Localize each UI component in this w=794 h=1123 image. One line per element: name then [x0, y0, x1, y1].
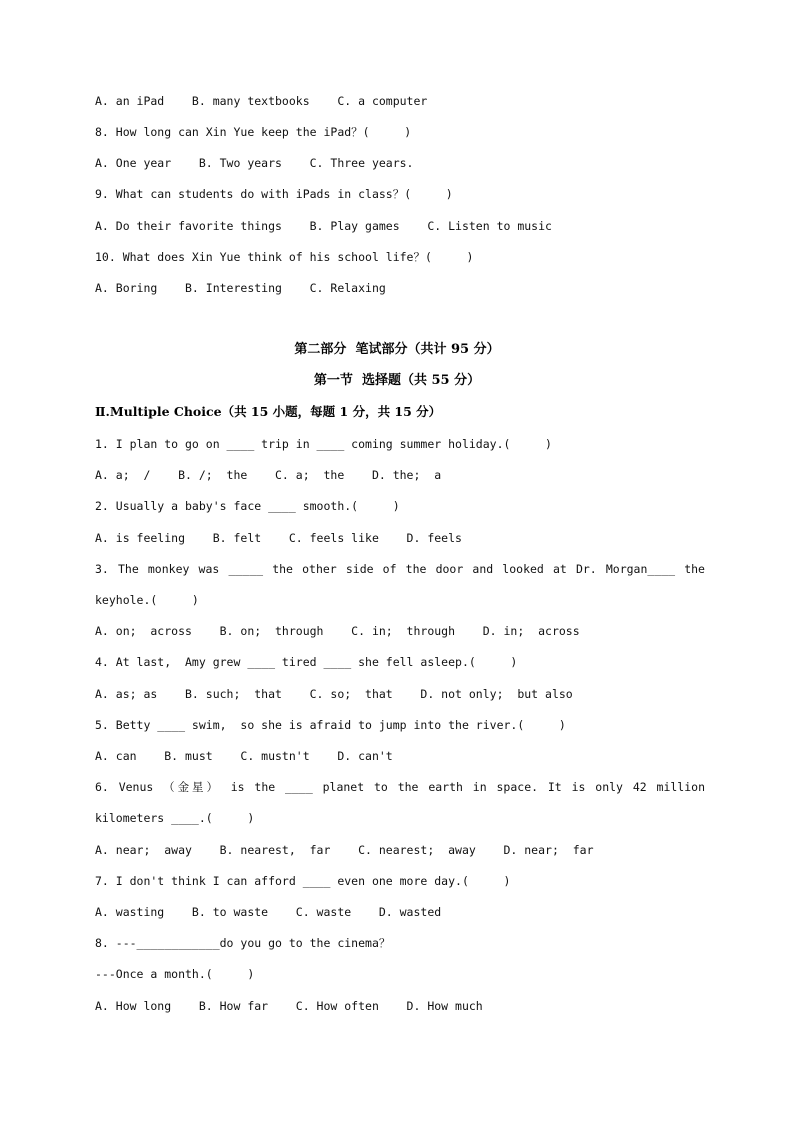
- question-4-options: A. as; as B. such; that C. so; that D. not only; but also: [95, 687, 573, 701]
- question-6-line1: 6. Venus （金星） is the ____ planet to the earth in space. It is only 42 million: [95, 780, 705, 794]
- listening-q8-options: A. One year B. Two years C. Three years.: [95, 156, 414, 170]
- question-7: 7. I don't think I can afford ____ even one more day.( ): [95, 874, 511, 888]
- listening-q10-options: A. Boring B. Interesting C. Relaxing: [95, 281, 386, 295]
- listening-q9-options: A. Do their favorite things B. Play games C. Listen to music: [95, 219, 552, 233]
- question-3-options: A. on; across B. on; through C. in; through D. in; across: [95, 624, 580, 638]
- question-8-line1: 8. ---____________do you go to the cinema？: [95, 936, 391, 950]
- listening-q10: 10. What does Xin Yue think of his school life？( ): [95, 250, 474, 264]
- listening-q8: 8. How long can Xin Yue keep the iPad？( ): [95, 125, 412, 139]
- question-5-options: A. can B. must C. mustn't D. can't: [95, 749, 393, 763]
- question-3-line1: 3. The monkey was _____ the other side of the door and looked at Dr. Morgan____ the: [95, 562, 705, 576]
- question-2: 2. Usually a baby's face ____ smooth.( ): [95, 499, 400, 513]
- question-4: 4. At last, Amy grew ____ tired ____ she fell asleep.( ): [95, 655, 518, 669]
- question-1-options: A. a; / B. /; the C. a; the D. the; a: [95, 468, 442, 482]
- question-6-options: A. near; away B. nearest, far C. nearest; away D. near; far: [95, 843, 594, 857]
- part-title: 第二部分 笔试部分（共计 95 分）: [294, 342, 500, 357]
- question-8-options: A. How long B. How far C. How often D. How much: [95, 999, 483, 1013]
- listening-q9: 9. What can students do with iPads in class？( ): [95, 187, 453, 201]
- question-7-options: A. wasting B. to waste C. waste D. wasted: [95, 905, 442, 919]
- mc-heading: Ⅱ.Multiple Choice（共 15 小题，每题 1 分，共 15 分）: [95, 404, 442, 419]
- section-title: 第一节 选择题（共 55 分）: [313, 373, 481, 388]
- question-5: 5. Betty ____ swim, so she is afraid to jump into the river.( ): [95, 718, 566, 732]
- question-6-line2: kilometers ____.( ): [95, 811, 255, 825]
- question-8-line2: ---Once a month.( ): [95, 967, 255, 981]
- listening-q7-options: A. an iPad B. many textbooks C. a computer: [95, 94, 428, 108]
- question-1: 1. I plan to go on ____ trip in ____ coming summer holiday.( ): [95, 437, 552, 451]
- question-3-line2: keyhole.( ): [95, 593, 199, 607]
- question-2-options: A. is feeling B. felt C. feels like D. feels: [95, 531, 462, 545]
